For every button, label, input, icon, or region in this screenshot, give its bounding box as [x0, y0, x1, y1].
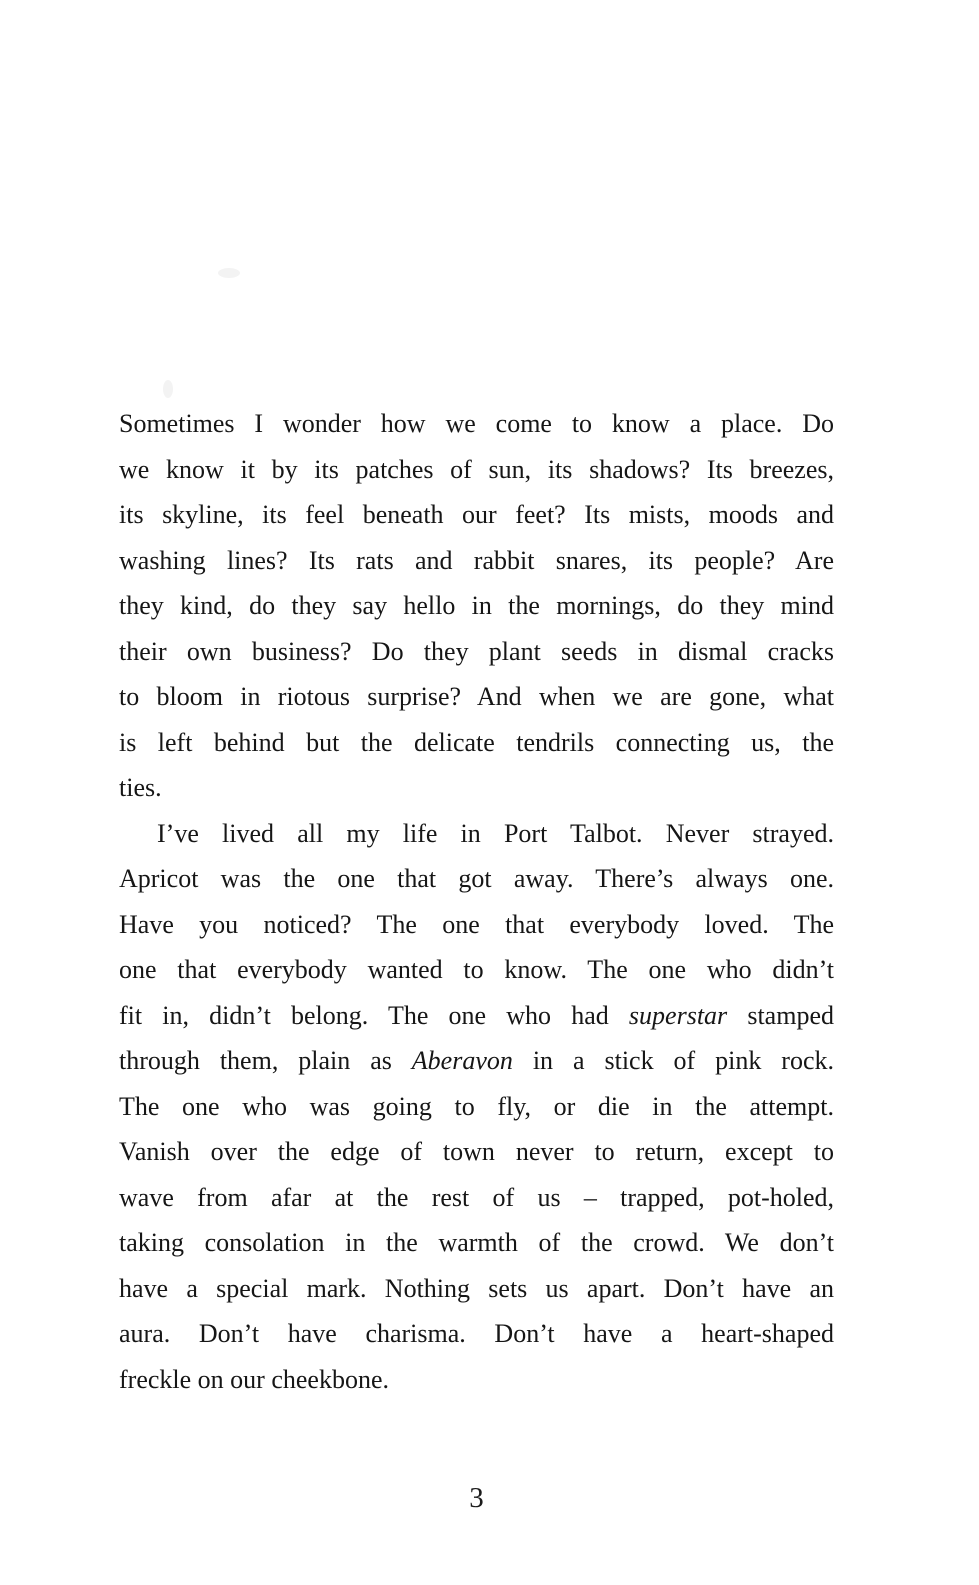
text-line: we know it by its patches of sun, its shadows? Its breezes,	[119, 454, 834, 484]
text-line: wave from afar at the rest of us – trapped, pot-holed,	[119, 1182, 834, 1212]
paragraph-first-line: I’ve lived all my life in Port Talbot. Never strayed.	[157, 818, 834, 848]
text-line: to bloom in riotous surprise? And when we are gone, what	[119, 682, 834, 711]
text-line: taking consolation in the warmth of the crowd. We don’t	[119, 1228, 834, 1257]
paragraph-last-line: freckle on our cheekbone.	[119, 1364, 389, 1394]
text-line: one that everybody wanted to know. The one who didn’t	[119, 955, 834, 984]
italic-text: superstar	[628, 1000, 728, 1030]
text-line: The one who was going to fly, or die in the attempt.	[119, 1091, 834, 1121]
text-line: have a special mark. Nothing sets us apart. Don’t have an	[119, 1273, 834, 1303]
text-line: Sometimes I wonder how we come to know a place. Do	[119, 409, 834, 438]
text-line	[119, 1038, 834, 1084]
page-number: 3	[469, 1482, 484, 1514]
text-line	[119, 993, 834, 1039]
italic-text: Aberavon	[411, 1046, 513, 1075]
text-segment: through them, plain as	[119, 1046, 412, 1075]
text-line: washing lines? Its rats and rabbit snares, its people? Are	[119, 545, 834, 575]
text-line: is left behind but the delicate tendrils connecting us, the	[119, 727, 834, 757]
text-segment: stamped	[727, 1000, 834, 1030]
text-line: they kind, do they say hello in the mornings, do they mind	[119, 591, 834, 620]
scan-smudge	[163, 380, 173, 398]
text-segment: fit in, didn’t belong. The one who had	[119, 1000, 629, 1030]
text-line: Have you noticed? The one that everybody loved. The	[119, 909, 834, 939]
paragraph-last-line: ties.	[119, 773, 162, 802]
scan-smudge	[218, 268, 240, 278]
text-line: Vanish over the edge of town never to return, except to	[119, 1137, 834, 1166]
text-line: Apricot was the one that got away. There’s always one.	[119, 864, 834, 893]
text-segment: in a stick of pink rock.	[512, 1046, 835, 1075]
body-text	[119, 401, 834, 1402]
text-line: aura. Don’t have charisma. Don’t have a heart-shaped	[119, 1319, 834, 1348]
text-line: their own business? Do they plant seeds in dismal cracks	[119, 636, 834, 666]
text-line: its skyline, its feel beneath our feet? Its mists, moods and	[119, 500, 834, 529]
